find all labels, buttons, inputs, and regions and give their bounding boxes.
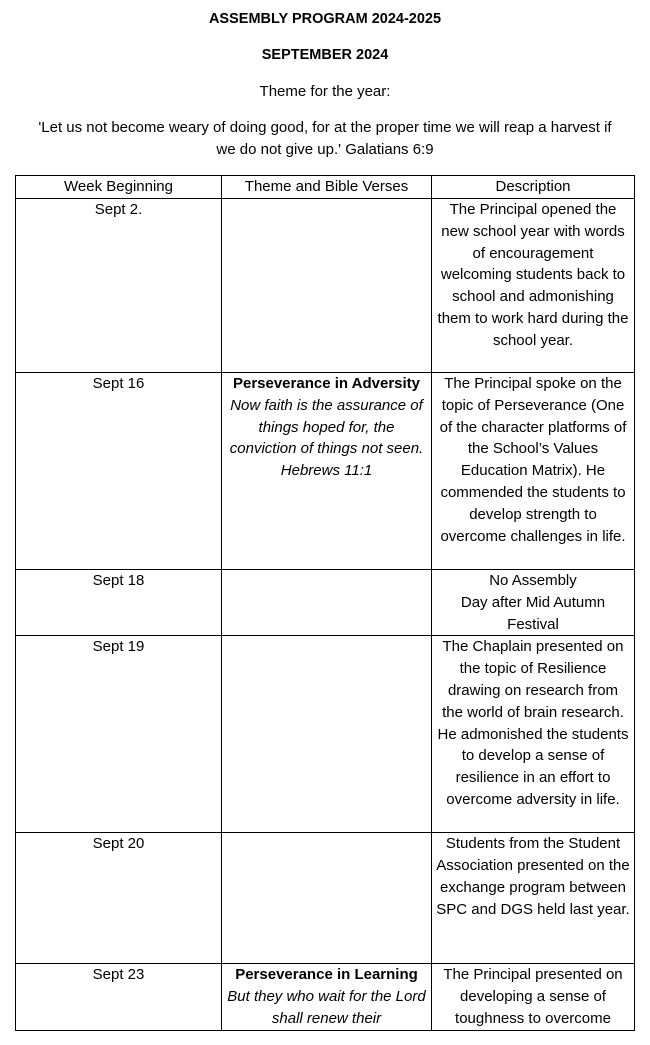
- theme-cell: [222, 373, 432, 570]
- description-cell: [432, 373, 635, 570]
- table-row: [16, 964, 635, 1030]
- description-text: The Principal opened the new school year with words of encouragement welcoming students back to school and admonishing them to work hard during the school year.: [437, 201, 629, 349]
- bible-verse: But they who wait for the Lord shall renew their: [227, 988, 426, 1027]
- description-text: The Principal spoke on the topic of Perseverance (One of the character platforms of the School’s Values Education Matrix). He commended the students to develop strength to overcome challenges in life.: [439, 375, 627, 545]
- table-header-row: [16, 176, 635, 199]
- theme-quote: 'Let us not become weary of doing good, for at the proper time we will reap a harvest if we do not give up.' Galatians 6:9: [38, 119, 612, 158]
- week-cell: Sept 2.: [16, 199, 222, 373]
- description-cell: [432, 833, 635, 964]
- description-text: Students from the Student Association presented on the exchange program between SPC and DGS held last year.: [436, 835, 630, 918]
- table-row: [16, 636, 635, 833]
- table-row: [16, 833, 635, 964]
- description-cell: [432, 964, 635, 1030]
- description-text-secondary: Day after Mid Autumn Festival: [460, 593, 606, 633]
- theme-cell: [222, 964, 432, 1030]
- week-cell: Sept 18: [16, 570, 222, 636]
- theme-title: Perseverance in Adversity: [232, 375, 421, 392]
- table-row: [16, 570, 635, 636]
- description-text: The Chaplain presented on the topic of Resilience drawing on research from the world of brain research. He admonished the students to develop a sense of resilience in an effort to overcome adversity in life.: [437, 638, 629, 808]
- description-cell: [432, 199, 635, 373]
- week-cell: Sept 19: [16, 636, 222, 833]
- bible-verse: Now faith is the assurance of things hoped for, the conviction of things not seen. Hebrews 11:1: [229, 396, 424, 480]
- theme-title: Perseverance in Learning: [235, 966, 418, 984]
- theme-cell: [222, 636, 432, 833]
- theme-cell: [222, 570, 432, 636]
- column-header-description: Description: [432, 176, 635, 199]
- document-title: ASSEMBLY PROGRAM 2024-2025: [208, 11, 442, 27]
- assembly-table: [15, 175, 635, 1031]
- column-header-theme: Theme and Bible Verses: [222, 176, 432, 199]
- description-text: The Principal presented on developing a sense of toughness to overcome: [443, 966, 623, 1027]
- week-cell: Sept 23: [16, 964, 222, 1030]
- month-heading: SEPTEMBER 2024: [261, 47, 389, 63]
- theme-label: Theme for the year:: [259, 83, 391, 100]
- theme-cell: [222, 833, 432, 964]
- column-header-week: Week Beginning: [16, 176, 222, 199]
- table-row: [16, 199, 635, 373]
- description-cell: [432, 636, 635, 833]
- week-cell: Sept 20: [16, 833, 222, 964]
- theme-cell: [222, 199, 432, 373]
- table-row: [16, 373, 635, 570]
- description-cell: [432, 570, 635, 636]
- description-text: No Assembly: [489, 572, 577, 589]
- week-cell: Sept 16: [16, 373, 222, 570]
